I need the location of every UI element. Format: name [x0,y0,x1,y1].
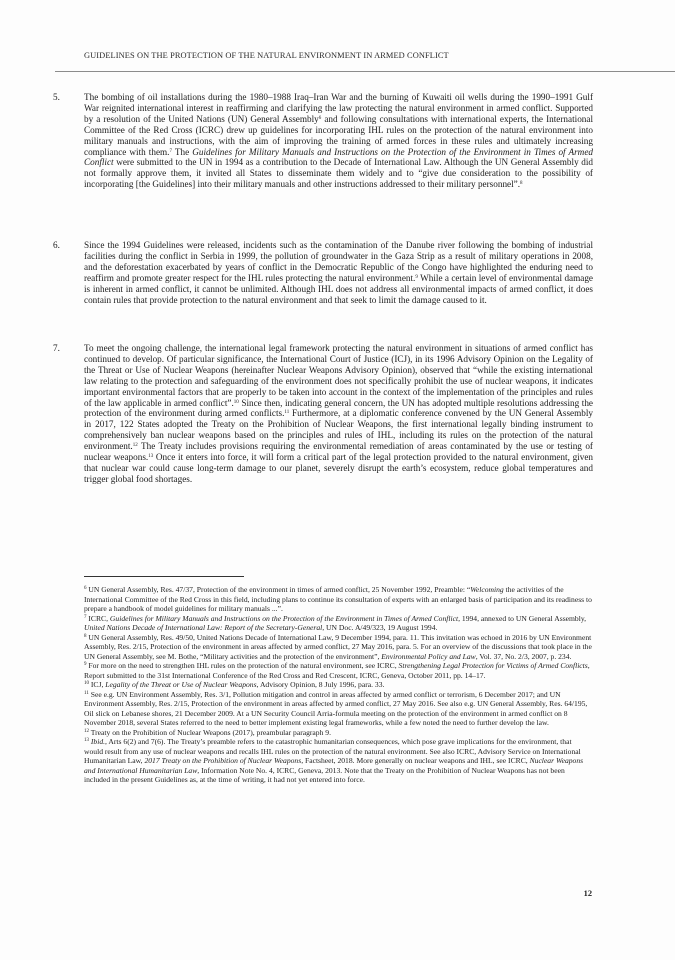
footnote-number: 12 [84,728,89,734]
paragraph-7 [53,343,593,485]
footnote-text: , Vol. 37, No. 2/3, 2007, p. 234. [475,651,572,661]
footnote-9 [84,661,592,680]
footnote-text: See e.g. UN Environment Assembly, Res. 3/1, Pollution mitigation and control in areas affected by armed conflict or terrorism, 6 December 2017; and UN Environment Assembly, Res. 2/15, Protection of the environment in areas affected by armed conflict, 27 May 2016. See also e.g. UN General Assembly, Res. 64/195, Oil slick on Lebanese shores, 21 December 2009. At a UN Security Council Arria-formula meeting on the protection of the environment in armed conflict on 8 November 2018, several States referred to the need to better implement existing legal frameworks, while a few noted the need to further develop the law. [84,689,588,727]
paragraph-text: Furthermore, at a diplomatic conference convened by the UN General Assembly in 2017, 122 States adopted the Treaty on the Prohibition of Nuclear Weapons, the first international legally binding instrument to comprehensively ban nuclear weapons based on the principles and rules of IHL, including its rules on the protection of the natural environment. [84,408,594,452]
footnote-italic: Ibid. [90,737,106,746]
footnote-7 [84,614,592,633]
footnote-text: , Factsheet, 2018. More generally on nuclear weapons and IHL, see ICRC, [301,756,530,765]
footnote-text: , Arts 6(2) and 7(6). The Treaty’s preamble refers to the catastrophic humanitarian consequences, which pose grave implications for the environment, that would result from any use of nuclear weapons and recalls IHL rules on the protection of the natural environment. See also ICRC, Advisory Service on International Humanitarian Law, [84,737,581,765]
footnotes [84,585,592,785]
footnote-12 [84,728,592,738]
paragraph-5 [53,92,593,190]
paragraph-body [84,240,593,305]
document-title-italic: Guidelines for Military Manuals and Instructions on the Protection of the Environment in Times of Armed Conflict [84,146,593,168]
footnote-8 [84,633,592,662]
footnote-italic: Environmental Policy and Law [381,651,476,661]
footnote-text: , Advisory Opinion, 8 July 1996, para. 33. [256,680,385,689]
paragraph-number: 6. [53,240,60,250]
paragraph-text: The bombing of oil installations during the 1980–1988 Iraq–Iran War and the burning of Kuwaiti oil wells during the 1990–1991 Gulf War reignited international interest in reaffirming and clarifying the law protecting the natural environment in armed conflict. Supported by a resolution of the United Nations (UN) General Assembly [84,92,593,124]
footnote-italic: Strengthening Legal Protection for Victims of Armed Conflicts [398,661,588,670]
footnote-italic: Guidelines for Military Manuals and Instructions on the Protection of the Environment in Times of Armed Conflict [109,613,459,623]
footnote-separator [84,576,244,577]
page-number: 12 [583,889,592,898]
footnote-italic: Legality of the Threat or Use of Nuclear Weapons [105,680,257,689]
footnote-ref[interactable]: 7 [169,148,172,154]
paragraph-text: Since the 1994 Guidelines were released, incidents such as the contamination of the Danube river following the bombing of industrial facilities during the conflict in Serbia in 1999, the pollution of groundwater in the Gaza Strip as a result of military operations in 2008, and the deforestation exacerbated by years of conflict in the Democratic Republic of the Congo have highlighted the enduring need to reaffirm and promote greater respect for the IHL rules protecting the natural environment. [84,240,593,283]
footnote-ref[interactable]: 8 [520,181,523,187]
paragraph-text: To meet the ongoing challenge, the international legal framework protecting the natural environment in situations of armed conflict has continued to develop. Of particular significance, the International Court of Justice (ICJ), in its 1996 Advisory Opinion on the Legality of the Threat or Use of Nuclear Weapons (hereinafter Nuclear Weapons Advisory Opinion), observed that “while the existing international law relating to the protection and safeguarding of the environment does not specifically prohibit the use of nuclear weapons, it indicates important environmental factors that are properly to be taken into account in the context of the implementation of the principles and rules of the law applicable in armed conflict”. [84,343,593,408]
footnote-number: 7 [84,614,87,620]
footnote-text: , Information Note No. 4, ICRC, Geneva, 2013. Note that the Treaty on the Prohibition of Nuclear Weapons has not been included in the present Guidelines as, at the time of writing, it had not yet entered into force. [84,765,565,784]
footnote-number: 10 [84,681,89,686]
paragraph-body [84,92,593,190]
footnote-text: UN General Assembly, Res. 49/50, United Nations Decade of International Law, 9 December 1994, para. 11. This invitation was echoed in 2016 by UN Environment Assembly, Res. 2/15, Protection of the environment in areas affected by armed conflict, 27 May 2016, para. 5. For an overview of the discussions that took place in the UN General Assembly, see M. Bothe, “Military activities and the protection of the environment”, [84,632,592,661]
footnote-italic: Welcoming [470,585,504,594]
paragraph-6 [53,240,593,305]
footnote-italic: Nuclear Weapons and International Humanitarian Law [84,756,584,775]
running-header: GUIDELINES ON THE PROTECTION OF THE NATURAL ENVIRONMENT IN ARMED CONFLICT [84,51,449,60]
footnote-ref[interactable]: 10 [233,399,239,405]
footnote-number: 6 [84,586,87,591]
paragraph-text: The Treaty includes provisions requiring the environmental remediation of areas contaminated by the use or testing of nuclear weapons. [84,441,593,463]
footnote-10 [84,680,592,690]
footnote-text: Treaty on the Prohibition of Nuclear Weapons (2017), preambular paragraph 9. [89,727,331,737]
footnote-ref[interactable]: 6 [318,115,322,121]
footnote-6 [84,585,592,614]
footnote-number: 8 [84,633,87,639]
footnote-number: 11 [84,690,89,696]
paragraph-text: Since then, indicating general concern, the UN has adopted multiple resolutions addressing the protection of the environment during armed conflicts. [84,397,593,419]
footnote-text: For more on the need to strengthen IHL rules on the protection of the natural environment, see ICRC, [86,661,399,670]
footnote-text: , 1994, annexed to UN General Assembly, [458,613,587,623]
footnote-italic: 2017 Treaty on the Prohibition of Nuclear Weapons [144,756,302,765]
footnote-italic: United Nations Decade of International Law: Report of the Secretary-General [84,623,323,632]
footnote-text: the activities of the International Committee of the Red Cross in this field, including plans to continue its consultation of experts with an enlarged basis of participation and its readiness to prepare a handbook of model guidelines for military manuals ...”. [84,585,592,613]
paragraph-number: 5. [53,92,60,102]
paragraph-text: While a certain level of environmental damage is inherent in armed conflict, it cannot be unlimited. Although IHL does not address all environmental impacts of armed conflict, it does contain rules that provide protection to the natural environment and that seek to limit the damage caused to it. [84,272,594,305]
footnote-number: 13 [84,738,89,743]
footnote-ref[interactable]: 9 [415,274,418,280]
paragraph-text: were submitted to the UN in 1994 as a contribution to the Decade of International Law. Although the UN General Assembly did not formally approve them, it invited all States to disseminate them widely and to “give due consideration to the possibility of incorporating [the Guidelines] into their military manuals and other instructions addressed to their military personnel”. [84,157,593,190]
footnote-11 [84,690,592,728]
paragraph-text: Once it enters into force, it will form a critical part of the legal protection provided to the natural environment, given that nuclear war could cause long-term damage to our planet, severely disrupt the earth’s ecosystem, reduce global temperatures and trigger global food shortages. [84,452,593,484]
paragraph-text: The [171,146,193,157]
footnote-number: 9 [84,662,87,667]
footnote-text: ICJ, [89,680,106,689]
paragraph-text: and following consultations with international experts, the International Committee of the Red Cross (ICRC) drew up guidelines for incorporating IHL rules on the protection of the natural environment into military manuals and instructions, with the aim of improving the training of armed forces in these rules and ultimately increasing compliance with them. [84,113,594,157]
footnote-ref[interactable]: 12 [132,443,138,449]
footnote-text: UN General Assembly, Res. 47/37, Protection of the environment in times of armed conflict, 25 November 1992, Preamble: “ [86,585,471,594]
footnote-text: ICRC, [86,613,110,623]
footnote-ref[interactable]: 13 [148,454,154,460]
header-rule [55,71,675,72]
paragraph-number: 7. [53,343,60,353]
footnote-ref[interactable]: 11 [284,410,290,416]
footnote-13 [84,737,592,785]
paragraph-body [84,343,593,485]
footnote-text: , UN Doc. A/49/323, 19 August 1994. [322,623,438,632]
footnote-text: , Report submitted to the 31st International Conference of the Red Cross and Red Crescent, ICRC, Geneva, October 2011, pp. 14–17. [84,661,590,680]
